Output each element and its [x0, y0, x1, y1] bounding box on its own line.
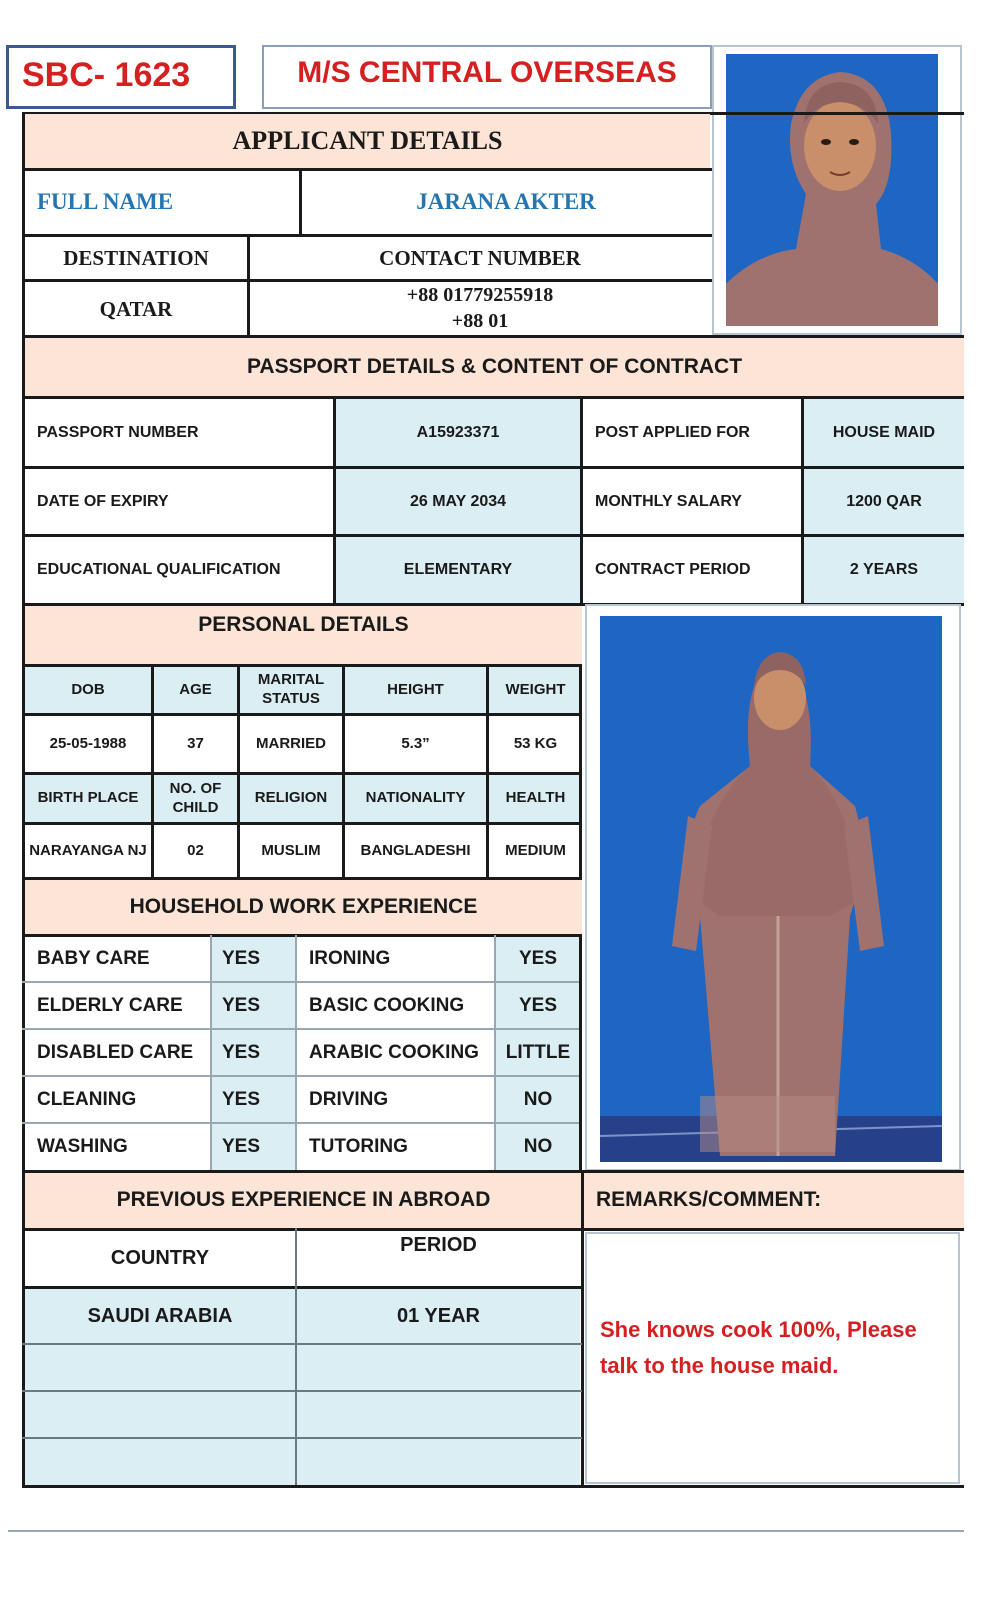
- divider: [486, 713, 489, 775]
- divider: [494, 1075, 496, 1124]
- divider: [579, 934, 582, 1170]
- abroad-section-title: PREVIOUS EXPERIENCE IN ABROAD: [25, 1173, 582, 1228]
- divider: [210, 981, 212, 1030]
- personal-cell: 37: [154, 716, 237, 772]
- remarks-text: [600, 1312, 950, 1384]
- household-section-title: HOUSEHOLD WORK EXPERIENCE: [25, 880, 582, 934]
- passport-row-label: PASSPORT NUMBER: [25, 399, 333, 466]
- household-answer-2: YES: [496, 937, 580, 981]
- household-answer-2: LITTLE: [496, 1030, 580, 1075]
- divider: [579, 772, 582, 825]
- abroad-country: SAUDI ARABIA: [25, 1289, 295, 1343]
- remarks-line-2: talk to the house maid.: [600, 1353, 839, 1378]
- abroad-period: [297, 1345, 580, 1390]
- divider: [295, 1028, 297, 1077]
- divider: [486, 822, 489, 880]
- divider: [494, 935, 496, 983]
- personal-cell: MARITAL STATUS: [240, 667, 342, 713]
- contract-row-label: CONTRACT PERIOD: [583, 537, 801, 603]
- personal-cell: 5.3”: [345, 716, 486, 772]
- household-answer-2: NO: [496, 1077, 580, 1122]
- personal-cell: 25-05-1988: [25, 716, 151, 772]
- household-skill-2: IRONING: [297, 937, 494, 981]
- divider: [295, 935, 297, 983]
- remarks-title: REMARKS/COMMENT:: [584, 1173, 964, 1228]
- contract-row-label: MONTHLY SALARY: [583, 469, 801, 534]
- divider: [151, 664, 154, 716]
- divider: [237, 664, 240, 716]
- personal-cell: MUSLIM: [240, 825, 342, 877]
- period-header: PERIOD: [297, 1231, 580, 1286]
- contract-row-label: POST APPLIED FOR: [583, 399, 801, 466]
- divider: [210, 935, 212, 983]
- divider: [210, 1028, 212, 1077]
- divider: [342, 713, 345, 775]
- passport-row-value: ELEMENTARY: [336, 537, 580, 603]
- full-body-photo: [600, 616, 942, 1162]
- page-edge: [8, 1530, 964, 1532]
- divider: [494, 1028, 496, 1077]
- applicant-section-title: APPLICANT DETAILS: [25, 114, 710, 168]
- household-answer: YES: [212, 937, 295, 981]
- divider: [237, 772, 240, 825]
- abroad-country: [25, 1439, 295, 1485]
- divider: [342, 822, 345, 880]
- full-name-label: FULL NAME: [37, 188, 174, 214]
- household-skill: BABY CARE: [25, 937, 210, 981]
- personal-cell: NARAYANGA NJ: [25, 825, 151, 877]
- household-answer-2: NO: [496, 1124, 580, 1170]
- passport-row-label: DATE OF EXPIRY: [25, 469, 333, 534]
- household-skill: CLEANING: [25, 1077, 210, 1122]
- personal-cell: NATIONALITY: [345, 775, 486, 822]
- abroad-period: [297, 1392, 580, 1437]
- household-skill-2: BASIC COOKING: [297, 983, 494, 1028]
- household-answer: YES: [212, 1030, 295, 1075]
- country-header: COUNTRY: [25, 1231, 295, 1286]
- household-answer: YES: [212, 1077, 295, 1122]
- agency-name: M/S CENTRAL OVERSEAS: [297, 56, 677, 89]
- contract-row-value: HOUSE MAID: [804, 399, 964, 466]
- divider: [295, 1122, 297, 1172]
- divider: [210, 1075, 212, 1124]
- divider: [151, 822, 154, 880]
- personal-cell: HEIGHT: [345, 667, 486, 713]
- destination-label: DESTINATION: [63, 245, 209, 270]
- divider: [579, 713, 582, 775]
- divider: [295, 1228, 297, 1486]
- divider: [486, 772, 489, 825]
- personal-cell: HEALTH: [489, 775, 582, 822]
- divider: [295, 1075, 297, 1124]
- personal-cell: DOB: [25, 667, 151, 713]
- personal-cell: NO. OF CHILD: [154, 775, 237, 822]
- divider: [237, 713, 240, 775]
- divider: [579, 822, 582, 880]
- divider: [342, 664, 345, 716]
- divider: [579, 664, 582, 716]
- household-skill-2: ARABIC COOKING: [297, 1030, 494, 1075]
- contact-values: [250, 282, 710, 336]
- abroad-country: [25, 1345, 295, 1390]
- personal-cell: 02: [154, 825, 237, 877]
- household-answer: YES: [212, 1124, 295, 1170]
- contract-row-value: 1200 QAR: [804, 469, 964, 534]
- passport-row-value: A15923371: [336, 399, 580, 466]
- personal-cell: RELIGION: [240, 775, 342, 822]
- divider: [237, 822, 240, 880]
- household-skill-2: TUTORING: [297, 1124, 494, 1170]
- personal-cell: WEIGHT: [489, 667, 582, 713]
- personal-section-title: PERSONAL DETAILS: [25, 606, 582, 664]
- contract-row-value: 2 YEARS: [804, 537, 964, 603]
- destination-value: QATAR: [99, 296, 173, 321]
- household-answer-2: YES: [496, 983, 580, 1028]
- personal-cell: BANGLADESHI: [345, 825, 486, 877]
- divider: [486, 664, 489, 716]
- household-answer: YES: [212, 983, 295, 1028]
- passport-row-value: 26 MAY 2034: [336, 469, 580, 534]
- contact-label: CONTACT NUMBER: [379, 245, 581, 270]
- personal-cell: AGE: [154, 667, 237, 713]
- personal-cell: MARRIED: [240, 716, 342, 772]
- divider: [151, 772, 154, 825]
- abroad-country: [25, 1392, 295, 1437]
- abroad-period: [297, 1439, 580, 1485]
- full-name-value: JARANA AKTER: [416, 188, 596, 214]
- household-skill: ELDERLY CARE: [25, 983, 210, 1028]
- personal-cell: 53 KG: [489, 716, 582, 772]
- household-skill: WASHING: [25, 1124, 210, 1170]
- contact-number-2: +88 01: [451, 310, 509, 332]
- divider: [151, 713, 154, 775]
- abroad-period: 01 YEAR: [297, 1289, 580, 1343]
- household-skill-2: DRIVING: [297, 1077, 494, 1122]
- divider: [494, 1122, 496, 1172]
- passport-row-label: EDUCATIONAL QUALIFICATION: [25, 537, 333, 603]
- remarks-line-1: She knows cook 100%, Please: [600, 1317, 917, 1342]
- sbc-code: SBC- 1623: [22, 56, 191, 94]
- divider: [342, 772, 345, 825]
- divider: [494, 981, 496, 1030]
- divider: [295, 981, 297, 1030]
- personal-cell: BIRTH PLACE: [25, 775, 151, 822]
- contact-number-1: +88 01779255918: [406, 284, 554, 306]
- household-skill: DISABLED CARE: [25, 1030, 210, 1075]
- passport-section-title: PASSPORT DETAILS & CONTENT OF CONTRACT: [25, 338, 964, 396]
- divider: [22, 1485, 584, 1488]
- personal-cell: MEDIUM: [489, 825, 582, 877]
- divider: [210, 1122, 212, 1172]
